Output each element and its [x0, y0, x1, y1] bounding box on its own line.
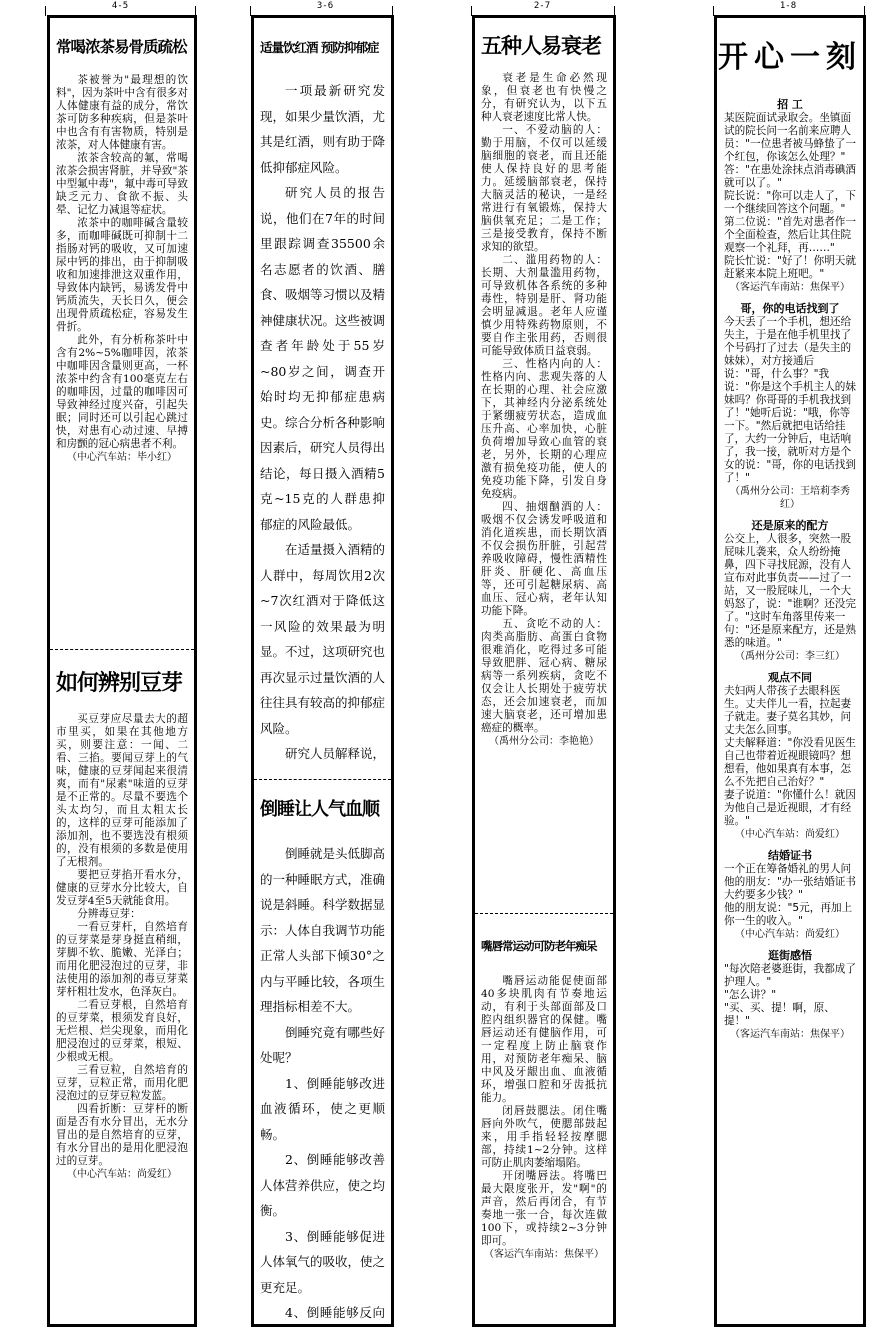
- article-source: （中心汽车站：毕小红）: [67, 452, 177, 463]
- paragraph: 一看豆芽杆，自然培育的豆芽菜是芽身挺直稍细，芽脚不软、脆嫩、光泽白；而用化肥浸泡过的豆芽，非法使用的添加剂的毒豆芽菜芽杆粗壮发水，色泽灰白。: [56, 921, 188, 998]
- joke-title: 逛街感悟: [768, 949, 812, 962]
- paragraph: 开闭嘴唇法。将嘴巴最大限度张开，发"啊"的声音，然后再闭合，有节奏地一张一合，每次连做100下，或持续2~3分钟即可。: [481, 1170, 607, 1247]
- joke-shopping: [724, 949, 856, 1041]
- paragraph: "怎么讲？": [724, 989, 777, 1001]
- paragraph: 二看豆芽根，自然培育的豆芽菜，根须发育良好，无烂根、烂尖现象，而用化肥浸泡过的豆芽菜，根短、少根或无根。: [56, 999, 188, 1063]
- page-number: 3-6: [316, 1, 334, 11]
- paragraph: 倒睡就是头低脚高的一种睡眠方式，准确说是斜睡。科学数据显示：人体自我调节功能正常人头部下倾30°之内与平睡比较，各项生理指标相差不大。: [260, 846, 385, 1014]
- paragraph: 他的朋友说："5元，再加上你一生的收入。": [724, 902, 853, 927]
- joke-source: （客运汽车南站：焦保平）: [730, 282, 850, 293]
- paragraph: 闭唇鼓腮法。闭住嘴唇向外吹气，使腮部鼓起来，用手指轻轻按摩腮部，持续1~2分钟。这样可防止肌肉萎缩塌陷。: [481, 1105, 607, 1169]
- paragraph: 分辨毒豆芽：: [77, 908, 141, 920]
- article-title: 嘴唇常运动可防老年痴呆: [481, 939, 597, 953]
- paragraph: 三、性格内向的人：性格内向、悲观失落的人在长期的心理、社会应激下，其神经内分泌系统处于紧绷疲劳状态，造成血压升高、心率加快，心脏负荷增加导致心血管的衰老，另外，长期的心理应激有损免疫功能，使人的免疫功能下降，引发自身免疫病。: [481, 358, 607, 500]
- jokes-section: [717, 90, 863, 1320]
- paragraph: 四、抽烟酗酒的人：吸烟不仅会诱发呼吸道和消化道疾患，而长期饮酒不仅会损伤肝脏，引起营养吸收障碍，慢性酒精性肝炎、肝硬化、高血压等，还可引起糖尿病、高血压、冠心病，老年认知功能下降。: [481, 501, 607, 617]
- divider: [254, 779, 391, 780]
- paragraph: 夫妇两人带孩子去眼科医生。丈夫伴儿一看，拉起妻子就走。妻子莫名其妙，问丈夫怎么回事。: [724, 685, 852, 736]
- paragraph: 要把豆芽掐开看水分，健康的豆芽水分比较大，自发豆芽4至5天就能食用。: [56, 869, 188, 907]
- article-strong-tea: [50, 18, 194, 646]
- paragraph: 第二位说："首先对患者作一个全面检查，然后让其住院观察一个礼拜，再……": [724, 216, 856, 254]
- article-title: 五种人易衰老: [481, 34, 601, 58]
- article-body: [56, 74, 188, 629]
- article-source: （禹州分公司：李艳艳）: [489, 736, 599, 747]
- paragraph: 1、倒睡能够改进血液循环，使之更顺畅。: [260, 1075, 385, 1142]
- page-marker: [45, 6, 46, 16]
- joke-source: （中心汽车站：尚爱红）: [735, 829, 845, 840]
- paragraph: 答："在患处涂抹点消毒碘酒就可以了。": [724, 164, 856, 189]
- divider: [475, 913, 613, 914]
- paragraph: 倒睡究竟有哪些好处呢？: [260, 1024, 385, 1065]
- article-title: 常喝浓茶易骨质疏松: [56, 38, 187, 56]
- paragraph: 2、倒睡能够改善人体营养供应，使之均衡。: [260, 1152, 385, 1218]
- article-title: 适量饮红酒 预防抑郁症: [260, 40, 379, 55]
- paragraph: 二、滥用药物的人：长期、大剂量滥用药物，可导致机体各系统的多种毒性，特别是肝、肾功能会明显减退。老年人应谨慎少用特殊药物原则，不要自作主张用药，否则很可能导致体质日益衰弱。: [481, 254, 607, 357]
- joke-phone-found: [724, 302, 856, 511]
- paragraph: 三看豆粒，自然培育的豆芽，豆粒正常，而用化肥浸泡过的豆芽豆粒发蓝。: [56, 1064, 188, 1102]
- page-number: 1-8: [779, 1, 797, 11]
- paragraph: 浓茶中的咖啡碱含量较多，而咖啡碱既可抑制十二指肠对钙的吸收，又可加速尿中钙的排出，由于抑制吸收和加速排泄这双重作用，导致体内缺钙，易诱发骨中钙质流失，天长日久，便会出现骨质疏松症，容易发生骨折。: [56, 217, 188, 333]
- paragraph: 4、倒睡能够反向: [285, 1305, 385, 1319]
- paragraph: 衰老是生命必然现象，但衰老也有快慢之分，有研究认为，以下五种人衰老速度比常人快。: [481, 72, 607, 123]
- joke-source: （中心汽车站：尚爱红）: [735, 929, 845, 940]
- paragraph: 一个正在筹备婚礼的男人问他的朋友："办一张结婚证书大约要多少钱？": [724, 863, 856, 901]
- article-red-wine: [254, 18, 391, 776]
- paragraph: 一项最新研究发现，如果少量饮酒，尤其是红酒，则有助于降低抑郁症风险。: [260, 83, 385, 175]
- article-source: （客运汽车南站：焦保平）: [484, 1249, 604, 1260]
- paragraph: 研究人员的报告说，他们在7年的时间里跟踪调查35500余名志愿者的饮酒、膳食、吸烟等习惯以及精神健康状况。这些被调查者年龄处于55岁~80岁之间，调查开始时均无抑郁症患病史。综合分析各种影响因素后，研究人员得出结论，每日摄入酒精5克~15克的人群患抑郁症的风险最低。: [260, 185, 385, 532]
- paragraph: 今天丢了一个手机，想还给失主，于是在他手机里找了个号码打了过去（是失主的妹妹），对方接通后说："哥，什么事？"我说："你是这个手机主人的妹妹吗？你哥哥的手机我找到了！"她听后说："哦，你等一下。"然后就把电话给挂了，大约一分钟后，电话响了，我一接，就听对方是个女的说："哥，你的电话找到了！": [724, 316, 856, 484]
- paragraph: 买豆芽应尽量去大的超市里买，如果在其他地方买，则要注意：一闻、二看、三掐。要闻豆芽上的气味，健康的豆芽闻起来很清爽，而有"尿素"味道的豆芽是不正常的。尽量不要选个头太均匀，而且太粗太长的，这样的豆芽可能添加了添加剂，也不要选没有根须的，没有根须的多数是使用了无根剂。: [56, 713, 188, 868]
- paragraph: 研究人员解释说，: [285, 746, 385, 761]
- paragraph: "每次陪老婆逛街，我都成了护理人。": [724, 963, 856, 988]
- joke-recruitment: [724, 98, 856, 294]
- article-title: 如何辨别豆芽: [56, 671, 183, 696]
- divider: [50, 649, 194, 650]
- article-inverted-sleep: [254, 783, 391, 1323]
- joke-title: 结婚证书: [768, 849, 812, 862]
- paragraph: 在适量摄入酒精的人群中，每周饮用2次~7次红酒对于降低这一风险的效果最为明显。不过，这项研究也再次显示过量饮酒的人往往具有较高的抑郁症风险。: [260, 542, 385, 736]
- article-body: [481, 975, 607, 1318]
- paragraph: 院长忙说："好了！你明天就赶紧来本院上班吧。": [724, 255, 856, 280]
- article-body: [56, 713, 188, 1318]
- column-page-1-8: [714, 15, 866, 1327]
- page-number: 2-7: [533, 1, 551, 11]
- joke-title: 哥，你的电话找到了: [740, 302, 840, 315]
- article-source: （中心汽车站：尚爱红）: [67, 1169, 177, 1180]
- paragraph: 五、贪吃不动的人：肉类高脂肪、高蛋白食物很难消化，吃得过多可能导致肥胖、冠心病、糖尿病等一系列疾病，贪吃不仅会让人长期处于疲劳状态，还会加速衰老，而加速大脑衰老，还可增加患癌症的概率。: [481, 618, 607, 734]
- paragraph: 茶被誉为"最理想的饮料"，因为茶叶中含有很多对人体健康有益的成分，常饮茶可防多种疾病，但是茶叶中也含有有害物质，特别是浓茶，对人体健康有害。: [56, 74, 188, 151]
- column-page-3-6: [251, 15, 394, 1327]
- joke-source: （禹州分公司：王培莉李秀红）: [730, 486, 850, 510]
- paragraph: 妻子说道："你懂什么！就因为他自己是近视眼，才有经验。": [724, 789, 856, 827]
- joke-title: 观点不同: [768, 671, 812, 684]
- paragraph: 浓茶含较高的氟，常喝浓茶会损害肾脏，并导致"茶中型氟中毒"，氟中毒可导致缺乏元力、食欲不振、头晕、记忆力减退等症状。: [56, 152, 188, 216]
- column-page-4-5: [47, 15, 197, 1327]
- article-body: [260, 841, 385, 1319]
- paragraph: "买、买、提！啊，原、提！": [724, 1002, 835, 1027]
- article-body: [481, 72, 607, 906]
- column-logo: 开心一刻: [718, 40, 862, 75]
- page-number: 4-5: [111, 1, 129, 11]
- joke-original-recipe: [724, 519, 856, 663]
- column-page-2-7: [472, 15, 616, 1327]
- joke-title: 还是原来的配方: [751, 519, 829, 532]
- paragraph: 丈夫解释道："你没看见医生自己也带着近视眼镜吗？想想看，他如果真有本事，怎么不先把自己治好？": [724, 737, 856, 788]
- joke-marriage-certificate: [724, 849, 856, 941]
- joke-source: （禹州分公司：李三红）: [735, 651, 845, 662]
- paragraph: 3、倒睡能够促进人体氧气的吸收，使之更充足。: [260, 1228, 385, 1295]
- paragraph: 院长说："你可以走人了，下一个继续回答这个问题。": [724, 190, 856, 215]
- paragraph: 一、不爱动脑的人：勤于用脑，不仅可以延缓脑细胞的衰老，而且还能使人保持良好的思考能力。延缓脑部衰老，保持大脑灵活的秘诀，一是经常进行有氧锻炼，保持大脑供氧充足；二是工作；三是接受教育，保持不断求知的欲望。: [481, 124, 607, 253]
- paragraph: 公交上，人很多，突然一股屁味儿袭来，众人纷纷掩鼻，四下寻找屁源，没有人宣布对此事负责——过了一站，又一股屁味儿，一个大妈怒了，说："谁啊？还没完了。"这时车角落里传来一句："还是原来配方，还是熟悉的味道。": [724, 533, 856, 649]
- article-body: [260, 78, 385, 772]
- article-lip-exercise: [475, 917, 613, 1322]
- paragraph: 此外，有分析称茶叶中含有2%~5%咖啡因，浓茶中咖啡因含量则更高，一杯浓茶中约含有100毫克左右的咖啡因，过量的咖啡因可导致神经过度兴奋，引起失眠；同时还可以引起心跳过快，对患有心动过速、早搏和房颤的冠心病患者不利。: [56, 334, 188, 450]
- paragraph: 嘴唇运动能促使面部40多块肌肉有节奏地运动，有利于头部面部及口腔内组织器官的保健。嘴唇运动还有健脑作用，可一定程度上防止脑衰作用，对预防老年痴呆、脑中风及牙龈出血、血液循环，增强口腔和牙齿抵抗能力。: [481, 975, 607, 1104]
- paragraph: 某医院面试录取会。坐镇面试的院长问一名前来应聘人员："一位患者被马蜂蛰了一个红包，你该怎么处理？": [724, 112, 856, 163]
- article-title: 倒睡让人气血顺: [260, 799, 379, 820]
- article-bean-sprouts: [50, 653, 194, 1323]
- article-five-aging: [475, 18, 613, 910]
- joke-different-views: [724, 671, 856, 841]
- joke-title: 招 工: [777, 98, 803, 111]
- paragraph: 四看折断：豆芽杆的断面是否有水分冒出，无水分冒出的是自然培育的豆芽，有水分冒出的是用化肥浸泡过的豆芽。: [56, 1103, 188, 1167]
- joke-source: （客运汽车南站：焦保平）: [730, 1029, 850, 1040]
